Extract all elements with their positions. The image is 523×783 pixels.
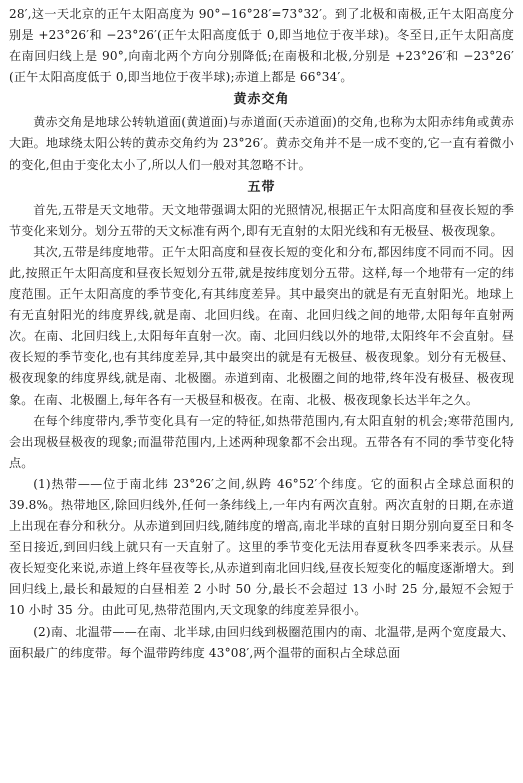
obliquity-paragraph: 黄赤交角是地球公转轨道面(黄道面)与赤道面(天赤道面)的交角,也称为太阳赤纬角或黄赤大距。地球绕太阳公转的黄赤交角约为 23°26′。黄赤交角并不是一成不变的,它一直有着微小的变化,但由于变化太小了,所以人们一般对其忽略不计。 (9, 115, 514, 172)
temperate-zone-paragraph: (2)南、北温带——在南、北半球,由回归线到极圈范围内的南、北温带,是两个宽度最大、面积最广的纬度带。每个温带跨纬度 43°08′,两个温带的面积占全球总面 (9, 624, 514, 660)
five-zones-paragraph-2: 其次,五带是纬度地带。正午太阳高度和昼夜长短的变化和分布,都因纬度不同而不同。因此,按照正午太阳高度和昼夜长短划分五带,就是按纬度划分五带。这样,每一个地带有一定的纬度范围。正午太阳高度的季节变化,有其纬度差异。其中最突出的就是有无直射阳光。地球上有无直射阳光的纬度界线,就是南、北回归线。在南、北回归线之间的地带,太阳每年直射两次。在南、北回归线上,太阳每年直射一次。南、北回归线以外的地带,太阳终年不会直射。昼夜长短的季节变化,也有其纬度差异,其中最突出的就是有无极昼、极夜现象。划分有无极昼、极夜现象的纬度界线,就是南、北极圈。赤道到南、北极圈之间的地带,终年没有极昼、极夜现象。在南、北极圈上,每年各有一天极昼和极夜。在南、北极、极夜现象长达半年之久。 (9, 244, 514, 407)
five-zones-paragraph-3: 在每个纬度带内,季节变化具有一定的特征,如热带范围内,有太阳直射的机会;寒带范围内,会出现极昼极夜的现象;而温带范围内,上述两种现象都不会出现。五带各有不同的季节变化特点。 (9, 413, 514, 470)
tropical-zone-paragraph: (1)热带——位于南北纬 23°26′之间,纵跨 46°52′个纬度。它的面积占全球总面积的 39.8%。热带地区,除回归线外,任何一条纬线上,一年内有两次直射。两次直射的日期,在赤道上出现在春分和秋分。从赤道到回归线,随纬度的增高,南北半球的直射日期分别向夏至日和冬至日接近,到回归线上就只有一天直射了。这里的季节变化无法用春夏秋冬四季来表示。从昼夜长短变化来说,赤道上终年昼夜等长,从赤道到南北回归线,昼夜长短变化的幅度逐渐增大。到回归线上,最长和最短的白昼相差 2 小时 50 分,最长不会超过 13 小时 25 分,最短不会短于 10 小时 35 分。由此可见,热带范围内,天文现象的纬度差异很小。 (9, 476, 514, 618)
intro-paragraph: 28′,这一天北京的正午太阳高度为 90°−16°28′=73°32′。到了北极和南极,正午太阳高度分别是 +23°26′和 −23°26′(正午太阳高度低于 0,即当地位于夜半球)。冬至日,正午太阳高度在南回归线上是 90°,向南北两个方向分别降低;在南极和北极,分别是 +23°26′和 −23°26′(正午太阳高度低于 0,即当地位于夜半球);赤道上都是 66°34′。 (9, 7, 514, 85)
section-heading-obliquity: 黄赤交角 (233, 92, 290, 108)
section-heading-five-zones: 五带 (247, 179, 276, 195)
five-zones-paragraph-1: 首先,五带是天文地带。天文地带强调太阳的光照情况,根据正午太阳高度和昼夜长短的季节变化来划分。划分五带的天文标准有两个,即有无直射的太阳光线和有无极昼、极夜现象。 (9, 202, 514, 238)
